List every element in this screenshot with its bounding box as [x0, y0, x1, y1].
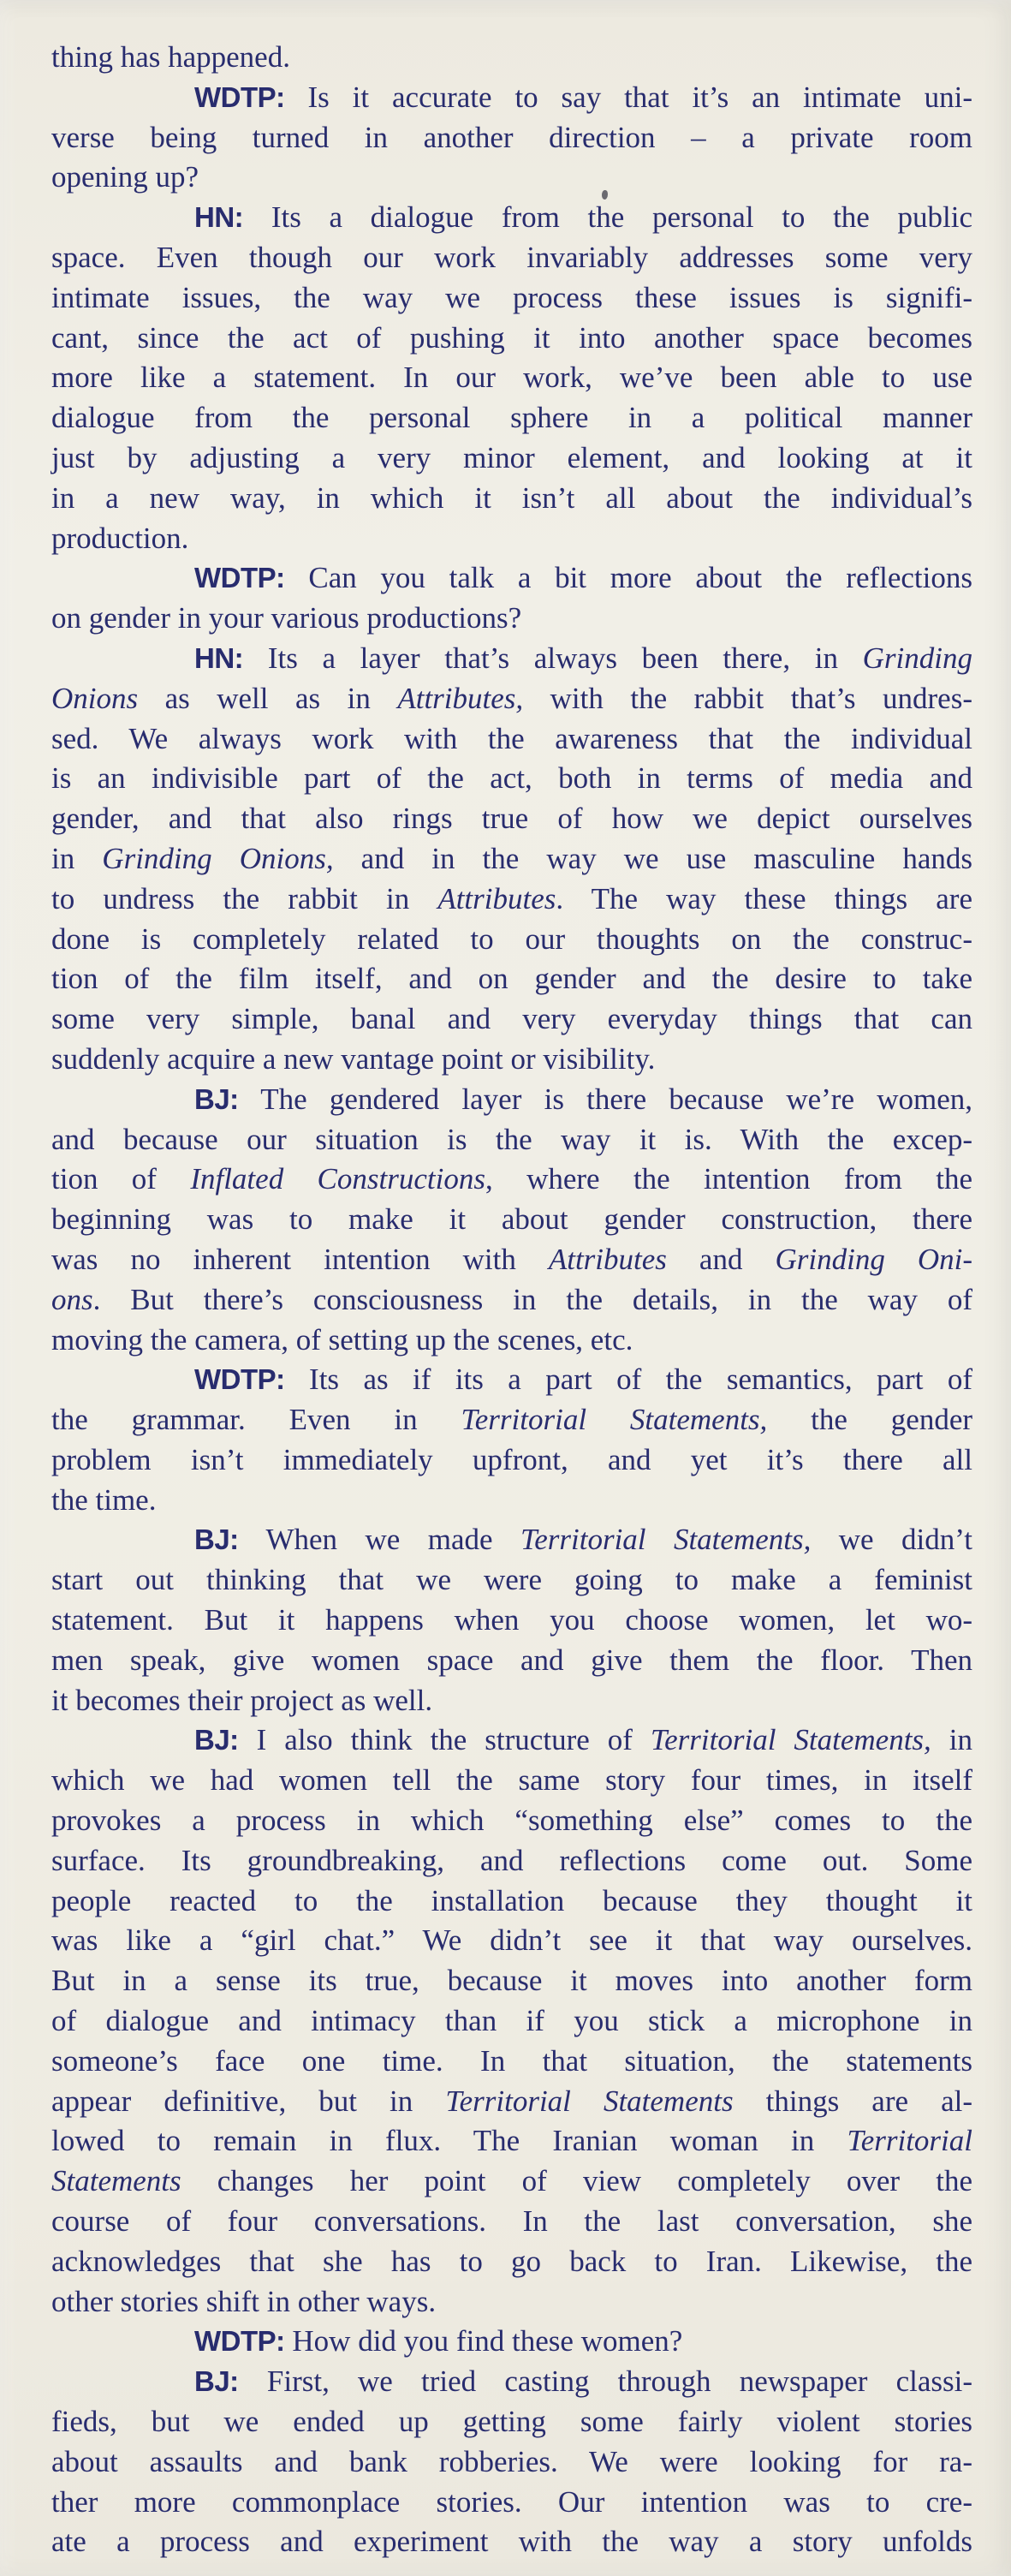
- text-line: [51, 880, 972, 920]
- text-line: [51, 2202, 972, 2242]
- work-title: Territorial Statements,: [461, 1403, 768, 1437]
- text-line: [51, 238, 972, 278]
- speaker-label: BJ:: [194, 1082, 239, 1115]
- body-text: suddenly acquire a new vantage point or visibility.: [51, 1041, 656, 1076]
- body-text: and in the way we use masculine hands: [333, 841, 972, 875]
- speaker-label: HN:: [194, 201, 244, 234]
- body-text: other stories shift in other ways.: [51, 2284, 437, 2318]
- body-text: statement. But it happens when you choose women, let wo-: [51, 1603, 972, 1637]
- text-line: [51, 118, 972, 158]
- body-text: Its a dialogue from the personal to the public: [243, 200, 972, 235]
- text-line: [51, 319, 972, 359]
- body-text: tion of the film itself, and on gender and the desire to take: [51, 962, 972, 996]
- text-line: [51, 2162, 972, 2202]
- text-line: [51, 1080, 972, 1120]
- body-text: ther more commonplace stories. Our intention was to cre-: [51, 2484, 972, 2519]
- body-text: sed. We always work with the awareness that the individual: [51, 721, 972, 755]
- body-text: thing has happened.: [51, 40, 290, 74]
- text-line: [51, 398, 972, 438]
- speaker-label: WDTP:: [194, 562, 285, 594]
- body-text: Can you talk a bit more about the reflections: [284, 561, 972, 595]
- text-line: [51, 1761, 972, 1801]
- speaker-label: BJ:: [194, 1524, 239, 1556]
- speaker-label: BJ:: [194, 2365, 239, 2398]
- body-text: done is completely related to our thoughts on the construc-: [51, 921, 972, 956]
- text-line: [51, 959, 972, 999]
- text-line: [51, 2442, 972, 2483]
- page-text: [51, 38, 972, 2562]
- body-text: , where the intention from the: [485, 1162, 972, 1196]
- body-text: men speak, give women space and give them the floor. Then: [51, 1643, 972, 1677]
- body-text: was like a “girl chat.” We didn’t see it that way ourselves.: [51, 1923, 972, 1958]
- text-line: [51, 639, 972, 679]
- work-title: Onions: [51, 681, 139, 715]
- body-text: Is it accurate to say that it’s an intimate uni-: [284, 80, 972, 114]
- body-text: space. Even though our work invariably addresses some very: [51, 240, 972, 274]
- text-line: [51, 1481, 972, 1521]
- body-text: some very simple, banal and very everyday things that can: [51, 1002, 972, 1036]
- body-text: just by adjusting a very minor element, and looking at it: [51, 440, 972, 474]
- text-line: [51, 1881, 972, 1922]
- body-text: gender, and that also rings true of how we depict ourselves: [51, 802, 972, 836]
- body-text: in: [51, 841, 103, 875]
- work-title: Territorial Statements,: [520, 1523, 812, 1557]
- text-line: [51, 2402, 972, 2442]
- text-line: [51, 558, 972, 599]
- body-text: as well as in: [138, 681, 398, 715]
- text-line: [51, 2242, 972, 2282]
- work-title: Territorial Statements,: [650, 1723, 931, 1757]
- body-text: people reacted to the installation because they thought it: [51, 1883, 972, 1917]
- text-line: [51, 2082, 972, 2122]
- text-line: [51, 1560, 972, 1601]
- text-line: [51, 1400, 972, 1440]
- speaker-label: BJ:: [194, 1724, 239, 1756]
- body-text: dialogue from the personal sphere in a political manner: [51, 401, 972, 435]
- body-text: intimate issues, the way we process these issues is signifi-: [51, 280, 972, 314]
- text-line: [51, 2282, 972, 2323]
- text-line: [51, 1040, 972, 1080]
- text-line: [51, 1720, 972, 1761]
- body-text: changes her point of view completely over the: [181, 2164, 972, 2198]
- text-line: [51, 38, 972, 78]
- text-line: [51, 2522, 972, 2562]
- body-text: tion of: [51, 1162, 191, 1196]
- body-text: moving the camera, of setting up the scenes, etc.: [51, 1322, 633, 1357]
- text-line: [51, 2362, 972, 2402]
- body-text: ate a process and experiment with the way a story unfolds: [51, 2525, 972, 2559]
- text-line: [51, 479, 972, 519]
- body-text: course of four conversations. In the last conversation, she: [51, 2204, 972, 2239]
- text-line: [51, 2483, 972, 2523]
- text-line: [51, 1200, 972, 1240]
- body-text: appear definitive, but in: [51, 2084, 446, 2118]
- text-line: [51, 1160, 972, 1200]
- body-text: in: [931, 1723, 972, 1757]
- text-line: [51, 1921, 972, 1961]
- text-line: [51, 2042, 972, 2082]
- body-text: was no inherent intention with: [51, 1242, 549, 1276]
- body-text: of dialogue and intimacy than if you stick a microphone in: [51, 2004, 972, 2038]
- body-text: the time.: [51, 1482, 157, 1517]
- text-line: [51, 759, 972, 799]
- text-line: [51, 719, 972, 760]
- speaker-label: WDTP:: [194, 80, 285, 113]
- body-text: we didn’t: [811, 1523, 972, 1557]
- speaker-label: WDTP:: [194, 1363, 285, 1396]
- body-text: verse being turned in another direction – a private room: [51, 120, 972, 154]
- work-title: Territorial Statements: [445, 2084, 734, 2118]
- body-text: acknowledges that she has to go back to Iran. Likewise, the: [51, 2244, 972, 2278]
- text-line: [51, 1321, 972, 1361]
- body-text: in a new way, in which it isn’t all about the individual’s: [51, 480, 972, 515]
- text-line: [51, 799, 972, 839]
- body-text: When we made: [238, 1523, 520, 1557]
- body-text: to undress the rabbit in: [51, 881, 438, 915]
- work-title: Attributes: [437, 881, 556, 915]
- body-text: I also think the structure of: [238, 1723, 651, 1757]
- work-title: Attributes,: [397, 681, 524, 715]
- text-line: [51, 599, 972, 639]
- body-text: production.: [51, 521, 189, 555]
- work-title: ons: [51, 1282, 93, 1316]
- body-text: cant, since the act of pushing it into another space becomes: [51, 320, 972, 355]
- body-text: provokes a process in which “something else” comes to the: [51, 1804, 972, 1838]
- text-line: [51, 278, 972, 319]
- text-line: [51, 1641, 972, 1681]
- text-line: [51, 1120, 972, 1160]
- text-line: [51, 1841, 972, 1881]
- body-text: more like a statement. In our work, we’ve been able to use: [51, 361, 972, 395]
- text-line: [51, 2322, 972, 2362]
- text-line: [51, 1440, 972, 1481]
- text-line: [51, 839, 972, 880]
- text-line: [51, 78, 972, 118]
- body-text: beginning was to make it about gender construction, there: [51, 1202, 972, 1237]
- text-line: [51, 1601, 972, 1641]
- text-line: [51, 198, 972, 238]
- body-text: the gender: [767, 1403, 973, 1437]
- body-text: is an indivisible part of the act, both in terms of media and: [51, 761, 972, 796]
- text-line: [51, 679, 972, 719]
- body-text: The gendered layer is there because we’re women,: [238, 1082, 972, 1116]
- text-line: [51, 1280, 972, 1321]
- work-title: Territorial: [847, 2124, 972, 2158]
- body-text: opening up?: [51, 160, 199, 194]
- body-text: fieds, but we ended up getting some fairly violent stories: [51, 2405, 972, 2439]
- work-title: Inflated Constructions: [190, 1162, 485, 1196]
- work-title: Attributes: [548, 1242, 667, 1276]
- work-title: Grinding Oni-: [775, 1242, 972, 1276]
- text-line: [51, 519, 972, 559]
- body-text: problem isn’t immediately upfront, and yet it’s there all: [51, 1442, 972, 1476]
- work-title: Grinding Onions,: [102, 841, 334, 875]
- text-line: [51, 1801, 972, 1841]
- body-text: about assaults and bank robberies. We were looking for ra-: [51, 2444, 972, 2478]
- body-text: on gender in your various productions?: [51, 601, 522, 635]
- text-line: [51, 2121, 972, 2162]
- work-title: Statements: [51, 2164, 181, 2198]
- body-text: and: [666, 1242, 776, 1276]
- body-text: Its as if its a part of the semantics, part of: [284, 1363, 972, 1397]
- text-line: [51, 438, 972, 479]
- body-text: . The way these things are: [556, 881, 972, 915]
- text-line: [51, 358, 972, 398]
- text-line: [51, 1240, 972, 1280]
- text-line: [51, 1360, 972, 1400]
- body-text: Its a layer that’s always been there, in: [243, 641, 863, 675]
- body-text: and because our situation is the way it is. With the excep-: [51, 1122, 972, 1156]
- body-text: . But there’s consciousness in the details, in the way of: [92, 1282, 972, 1316]
- text-line: [51, 920, 972, 960]
- body-text: But in a sense its true, because it moves into another form: [51, 1964, 972, 1998]
- body-text: the grammar. Even in: [51, 1403, 461, 1437]
- body-text: start out thinking that we were going to make a feminist: [51, 1563, 972, 1597]
- speaker-label: WDTP:: [194, 2325, 285, 2358]
- body-text: lowed to remain in flux. The Iranian woman in: [51, 2124, 847, 2158]
- body-text: First, we tried casting through newspaper classi-: [238, 2364, 972, 2399]
- text-line: [51, 2001, 972, 2042]
- body-text: with the rabbit that’s undres-: [523, 681, 972, 715]
- text-line: [51, 1520, 972, 1560]
- body-text: How did you find these women?: [284, 2324, 683, 2358]
- text-line: [51, 1681, 972, 1721]
- body-text: it becomes their project as well.: [51, 1683, 433, 1717]
- text-line: [51, 1961, 972, 2001]
- body-text: surface. Its groundbreaking, and reflections come out. Some: [51, 1843, 972, 1877]
- work-title: Grinding: [862, 641, 972, 675]
- body-text: someone’s face one time. In that situation, the statements: [51, 2043, 972, 2078]
- text-line: [51, 158, 972, 198]
- body-text: which we had women tell the same story four times, in itself: [51, 1763, 972, 1798]
- body-text: things are al-: [733, 2084, 972, 2118]
- text-line: [51, 999, 972, 1040]
- speaker-label: HN:: [194, 641, 244, 674]
